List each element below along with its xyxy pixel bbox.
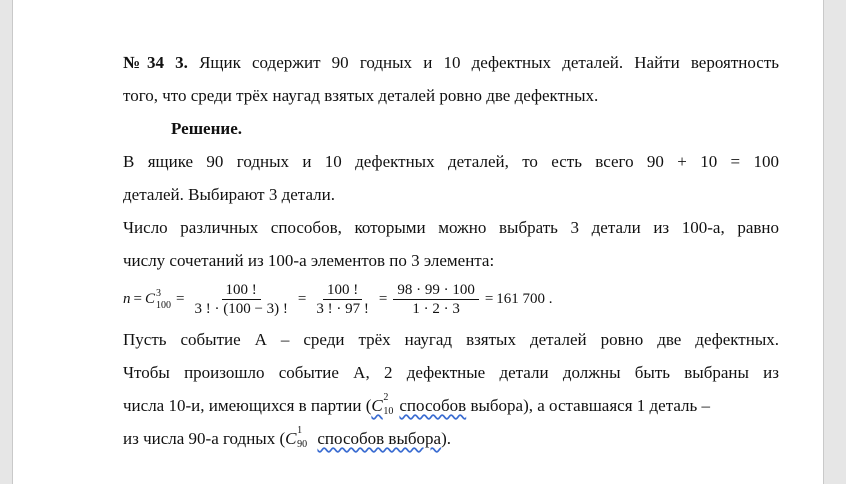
vertical-scrollbar[interactable] (834, 0, 846, 484)
document-page (12, 0, 824, 484)
combination-10-2: C 2 10 (371, 392, 394, 417)
solution-paragraph-2-line-1: Число различных способов, которыми можно выбрать 3 детали из 100-а, равно (123, 218, 779, 237)
problem-statement-start: Ящик содержит 90 годных и 10 дефектных деталей. Найти вероятность (199, 53, 780, 72)
combination-formula: n = C 3 100 = $\frac{100 !}{3 ! \cdot (100 - 3) !}$ = $\frac{100 !}{3 ! \cdot 97 !}$ = $\frac{98 \cdot 99 \cdot 100}{1 \cdot 2 \cdot 3}$ = 161 700 . (123, 281, 553, 317)
problem-subnumber: 3. (175, 53, 188, 72)
solution-paragraph-3-line-3: числа 10-и, имеющихся в партии (C 2 10 способов выбора), а оставшаяся 1 деталь – (123, 389, 779, 422)
formula-result: 161 700 . (496, 290, 553, 307)
problem-number: №34 (123, 53, 164, 72)
combination-90-1: C 1 90 (285, 425, 308, 450)
fraction-3: $\frac{98 \cdot 99 \cdot 100}{1 \cdot 2 \cdot 3}$ (393, 281, 479, 318)
solution-heading: Решение. (171, 119, 242, 138)
solution-paragraph-1-line-2: деталей. Выбирают 3 детали. (123, 185, 335, 204)
combination-symbol: C 3 100 (144, 287, 171, 311)
solution-paragraph-3-line-4: из числа 90-а годных (C 1 90 способов выбора). (123, 422, 779, 455)
problem-line-2: того, что среди трёх наугад взятых деталей ровно две дефектных. (123, 86, 599, 105)
solution-paragraph-1-line-1: В ящике 90 годных и 10 дефектных деталей, то есть всего 90 + 10 = 100 (123, 152, 779, 171)
formula-lhs: n (123, 290, 131, 307)
solution-paragraph-3-line-2: Чтобы произошло событие А, 2 дефектные детали должны быть выбраны из (123, 363, 779, 382)
problem-line-1 (123, 46, 779, 79)
fraction-1: $\frac{100 !}{3 ! \cdot (100 - 3) !}$ (194, 281, 288, 317)
fraction-2: $\frac{100 !}{3 ! \cdot 97 !}$ (316, 281, 369, 317)
solution-paragraph-3-line-1: Пусть событие А – среди трёх наугад взятых деталей ровно две дефектных. (123, 330, 779, 349)
solution-paragraph-2-line-2: числу сочетаний из 100-а элементов по 3 элемента: (123, 251, 495, 270)
document-body (123, 46, 779, 455)
